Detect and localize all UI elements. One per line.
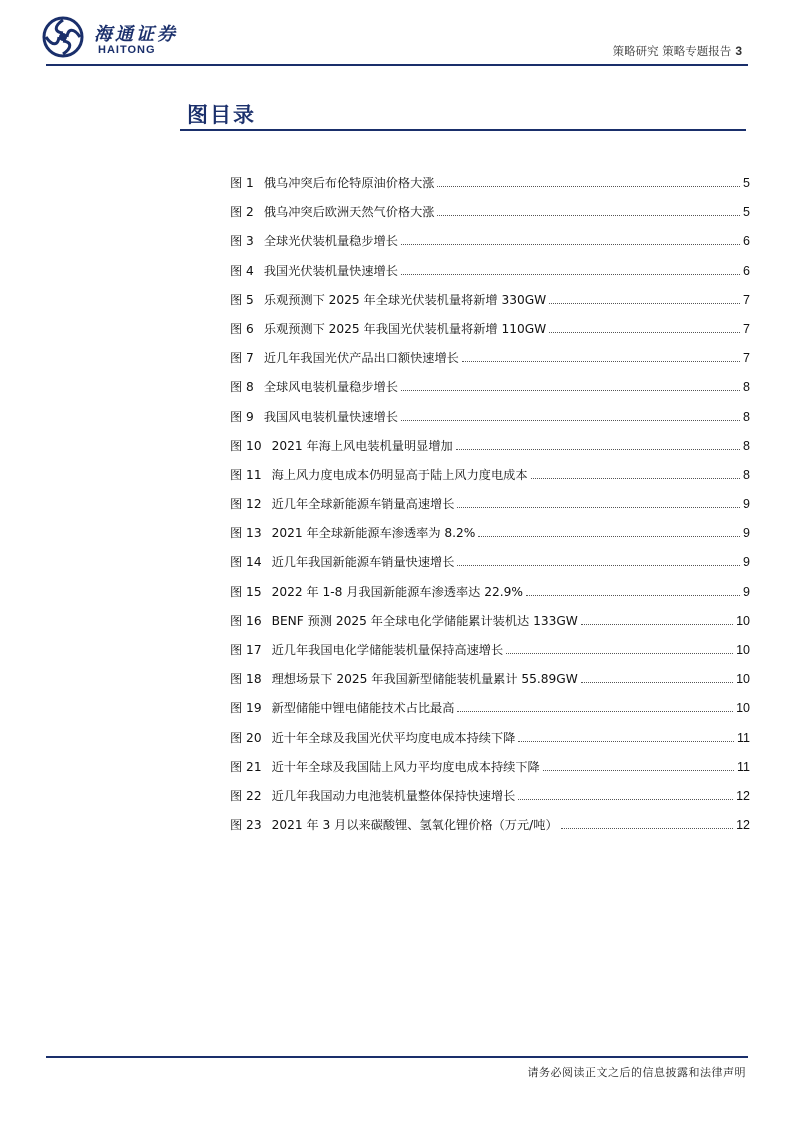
dot-leader — [401, 389, 740, 391]
figure-page-number: 11 — [737, 730, 750, 745]
figure-page-number: 10 — [736, 672, 750, 687]
toc-entry[interactable] — [230, 378, 750, 407]
toc-entry[interactable] — [230, 320, 750, 349]
figure-title: 全球光伏装机量稳步增长 — [263, 234, 398, 249]
figure-title: 近十年全球及我国光伏平均度电成本持续下降 — [271, 730, 516, 745]
toc-entry[interactable] — [230, 729, 750, 758]
toc-title: 图目录 — [187, 103, 256, 127]
toc-entry[interactable] — [230, 524, 750, 553]
figure-number: 图 17 — [230, 643, 262, 657]
figure-number: 图 13 — [230, 526, 262, 541]
figure-page-number: 7 — [743, 351, 750, 366]
logo-chinese-name: 海通证券 — [94, 24, 178, 45]
figure-title: 乐观预测下 2025 年我国光伏装机量将新增 110GW — [263, 321, 547, 336]
haitong-logo — [42, 14, 192, 62]
figure-page-number: 9 — [743, 555, 750, 570]
dot-leader — [549, 302, 740, 304]
toc-entry[interactable] — [230, 641, 750, 670]
toc-entry[interactable] — [230, 553, 750, 582]
figure-page-number: 10 — [736, 613, 750, 628]
figure-page-number: 5 — [743, 205, 750, 220]
figure-title: 2021 年 3 月以来碳酸锂、氢氧化锂价格（万元/吨） — [271, 818, 558, 833]
figure-number: 图 21 — [230, 759, 262, 774]
toc-entry[interactable] — [230, 816, 750, 845]
figure-page-number: 9 — [743, 497, 750, 512]
figure-page-number: 7 — [743, 321, 750, 336]
footer-disclaimer: 请务必阅读正文之后的信息披露和法律声明 — [527, 1066, 746, 1079]
toc-entry[interactable] — [230, 437, 750, 466]
figure-title: 近十年全球及我国陆上风力平均度电成本持续下降 — [271, 759, 540, 774]
dot-leader — [457, 710, 733, 712]
figure-number: 图 19 — [230, 701, 262, 716]
header-divider — [46, 64, 748, 66]
figure-number: 图 6 — [230, 321, 254, 336]
toc-title-divider — [180, 129, 746, 131]
figure-title: 2021 年海上风电装机量明显增加 — [271, 438, 453, 453]
figure-page-number: 8 — [743, 380, 750, 395]
dot-leader — [456, 448, 740, 450]
figure-page-number: 12 — [736, 788, 750, 803]
dot-leader — [437, 185, 740, 187]
figure-number: 图 18 — [230, 672, 262, 687]
toc-entry[interactable] — [230, 495, 750, 524]
figure-number: 图 2 — [230, 205, 254, 220]
figure-number: 图 16 — [230, 613, 262, 628]
dot-leader — [401, 243, 740, 245]
dot-leader — [518, 740, 734, 742]
dot-leader — [543, 769, 734, 771]
figure-number: 图 12 — [230, 497, 262, 512]
figure-number: 图 1 — [230, 176, 254, 190]
dot-leader — [526, 594, 740, 596]
figure-index-list — [230, 174, 750, 845]
toc-entry[interactable] — [230, 670, 750, 699]
figure-page-number: 12 — [736, 818, 750, 833]
figure-number: 图 23 — [230, 818, 262, 833]
toc-entry[interactable] — [230, 408, 750, 437]
dot-leader — [401, 419, 740, 421]
figure-number: 图 22 — [230, 788, 262, 803]
toc-entry[interactable] — [230, 203, 750, 232]
figure-page-number: 8 — [743, 438, 750, 453]
dot-leader — [457, 506, 740, 508]
figure-page-number: 10 — [736, 701, 750, 716]
figure-page-number: 10 — [736, 643, 750, 657]
figure-title: 近几年我国光伏产品出口额快速增长 — [263, 351, 459, 366]
toc-entry[interactable] — [230, 583, 750, 612]
figure-title: 我国光伏装机量快速增长 — [263, 263, 398, 278]
figure-page-number: 9 — [743, 584, 750, 599]
figure-page-number: 6 — [743, 263, 750, 278]
figure-title: 新型储能中锂电储能技术占比最高 — [271, 701, 455, 716]
figure-page-number: 8 — [743, 409, 750, 424]
figure-title: 近几年我国电化学储能装机量保持高速增长 — [271, 643, 504, 657]
dot-leader — [401, 273, 740, 275]
toc-entry[interactable] — [230, 699, 750, 728]
figure-title: 俄乌冲突后布伦特原油价格大涨 — [263, 176, 435, 190]
logo-english-name: HAITONG — [98, 44, 156, 56]
figure-title: BENF 预测 2025 年全球电化学储能累计装机达 133GW — [271, 613, 578, 628]
toc-entry[interactable] — [230, 758, 750, 787]
toc-entry[interactable] — [230, 291, 750, 320]
figure-title: 俄乌冲突后欧洲天然气价格大涨 — [263, 205, 435, 220]
figure-page-number: 6 — [743, 234, 750, 249]
dot-leader — [531, 477, 741, 479]
figure-number: 图 8 — [230, 380, 254, 395]
page-number: 3 — [735, 44, 742, 58]
footer-divider — [46, 1056, 748, 1058]
figure-title: 海上风力度电成本仍明显高于陆上风力度电成本 — [271, 467, 528, 482]
dot-leader — [462, 360, 740, 362]
figure-page-number: 8 — [743, 467, 750, 482]
figure-number: 图 20 — [230, 730, 262, 745]
toc-entry[interactable] — [230, 612, 750, 641]
figure-number: 图 7 — [230, 351, 254, 366]
toc-entry[interactable] — [230, 174, 750, 203]
haitong-emblem-icon — [42, 16, 84, 58]
figure-title: 近几年全球新能源车销量高速增长 — [271, 497, 455, 512]
toc-entry[interactable] — [230, 466, 750, 495]
dot-leader — [478, 535, 740, 537]
figure-page-number: 11 — [737, 759, 750, 774]
toc-entry[interactable] — [230, 262, 750, 291]
figure-page-number: 7 — [743, 292, 750, 307]
figure-title: 近几年我国动力电池装机量整体保持快速增长 — [271, 788, 516, 803]
dot-leader — [549, 331, 740, 333]
figure-number: 图 14 — [230, 555, 262, 570]
figure-title: 近几年我国新能源车销量快速增长 — [271, 555, 455, 570]
figure-title: 全球风电装机量稳步增长 — [263, 380, 398, 395]
figure-number: 图 4 — [230, 263, 254, 278]
figure-number: 图 3 — [230, 234, 254, 249]
figure-title: 2021 年全球新能源车渗透率为 8.2% — [271, 526, 476, 541]
figure-page-number: 9 — [743, 526, 750, 541]
dot-leader — [561, 827, 733, 829]
dot-leader — [581, 681, 733, 683]
figure-title: 乐观预测下 2025 年全球光伏装机量将新增 330GW — [263, 292, 547, 307]
dot-leader — [581, 623, 733, 625]
toc-entry[interactable] — [230, 349, 750, 378]
dot-leader — [437, 214, 740, 216]
figure-number: 图 5 — [230, 292, 254, 307]
toc-entry[interactable] — [230, 232, 750, 261]
figure-page-number: 5 — [743, 176, 750, 190]
toc-entry[interactable] — [230, 787, 750, 816]
dot-leader — [457, 564, 740, 566]
figure-number: 图 11 — [230, 467, 262, 482]
figure-number: 图 10 — [230, 438, 262, 453]
dot-leader — [506, 652, 733, 654]
figure-title: 理想场景下 2025 年我国新型储能装机量累计 55.89GW — [271, 672, 578, 687]
figure-title: 2022 年 1-8 月我国新能源车渗透率达 22.9% — [271, 584, 523, 599]
figure-number: 图 15 — [230, 584, 262, 599]
figure-number: 图 9 — [230, 409, 254, 424]
report-section: 策略研究 策略专题报告 — [612, 44, 732, 58]
figure-title: 我国风电装机量快速增长 — [263, 409, 398, 424]
header-section-label — [613, 43, 742, 59]
dot-leader — [518, 798, 733, 800]
